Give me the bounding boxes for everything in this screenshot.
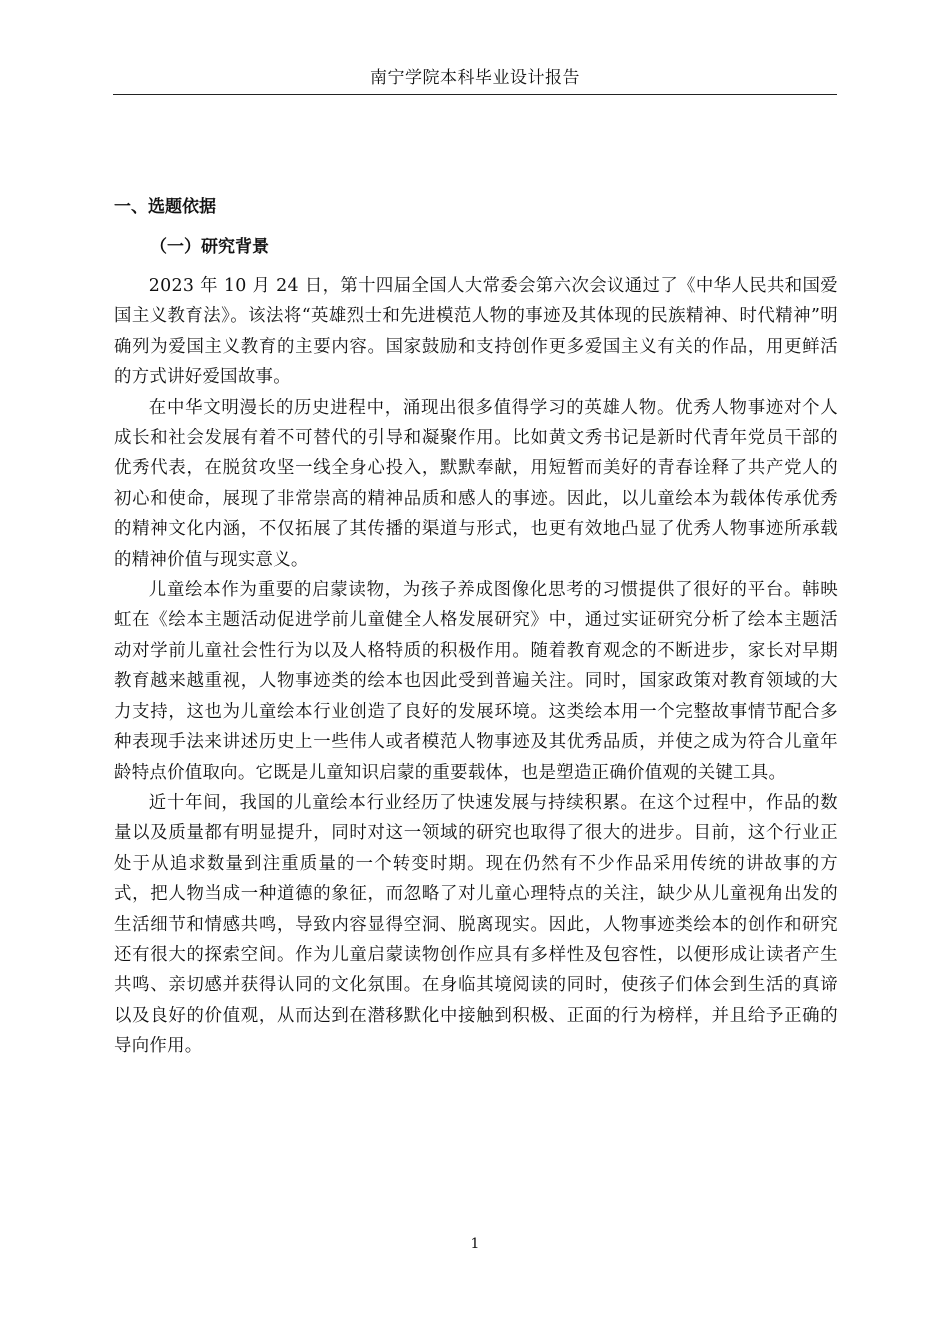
paragraph: 近十年间，我国的儿童绘本行业经历了快速发展与持续积累。在这个过程中，作品的数量以及质量都有明显提升，同时对这一领域的研究也取得了很大的进步。目前，这个行业正处于从追求数量到注重质量的一个转变时期。现在仍然有不少作品采用传统的讲故事的方式，把人物当成一种道德的象征，而忽略了对儿童心理特点的关注，缺少从儿童视角出发的生活细节和情感共鸣，导致内容显得空洞、脱离现实。因此，人物事迹类绘本的创作和研究还有很大的探索空间。作为儿童启蒙读物创作应具有多样性及包容性，以便形成让读者产生共鸣、亲切感并获得认同的文化氛围。在身临其境阅读的同时，使孩子们体会到生活的真谛以及良好的价值观，从而达到在潜移默化中接触到积极、正面的行为榜样，并且给予正确的导向作用。 [114,792,838,1057]
paragraph: 2023 年 10 月 24 日，第十四届全国人大常委会第六次会议通过了《中华人民共和国爱国主义教育法》。该法将“英雄烈士和先进模范人物的事迹及其体现的民族精神、时代精神”明确列为爱国主义教育的主要内容。国家鼓励和支持创作更多爱国主义有关的作品，用更鲜活的方式讲好爱国故事。 [114,276,838,388]
running-header: 南宁学院本科毕业设计报告 [370,68,580,88]
header-rule [113,94,837,95]
paragraph: 在中华文明漫长的历史进程中，涌现出很多值得学习的英雄人物。优秀人物事迹对个人成长和社会发展有着不可替代的引导和凝聚作用。比如黄文秀书记是新时代青年党员干部的优秀代表，在脱贫攻坚一线全身心投入，默默奉献，用短暂而美好的青春诠释了共产党人的初心和使命，展现了非常崇高的精神品质和感人的事迹。因此，以儿童绘本为载体传承优秀的精神文化内涵，不仅拓展了其传播的渠道与形式，也更有效地凸显了优秀人物事迹所承载的精神价值与现实意义。 [114,397,838,570]
section-heading: 一、选题依据 [114,197,216,217]
subsection-heading: （一）研究背景 [150,237,269,257]
page-number: 1 [470,1236,480,1252]
page-content [114,189,838,1062]
paragraph: 儿童绘本作为重要的启蒙读物，为孩子养成图像化思考的习惯提供了很好的平台。韩映虹在《绘本主题活动促进学前儿童健全人格发展研究》中，通过实证研究分析了绘本主题活动对学前儿童社会性行为以及人格特质的积极作用。随着教育观念的不断进步，家长对早期教育越来越重视，人物事迹类的绘本也因此受到普遍关注。同时，国家政策对教育领域的大力支持，这也为儿童绘本行业创造了良好的发展环境。这类绘本用一个完整故事情节配合多种表现手法来讲述历史上一些伟人或者模范人物事迹及其优秀品质，并使之成为符合儿童年龄特点价值取向。它既是儿童知识启蒙的重要载体，也是塑造正确价值观的关键工具。 [114,580,838,783]
